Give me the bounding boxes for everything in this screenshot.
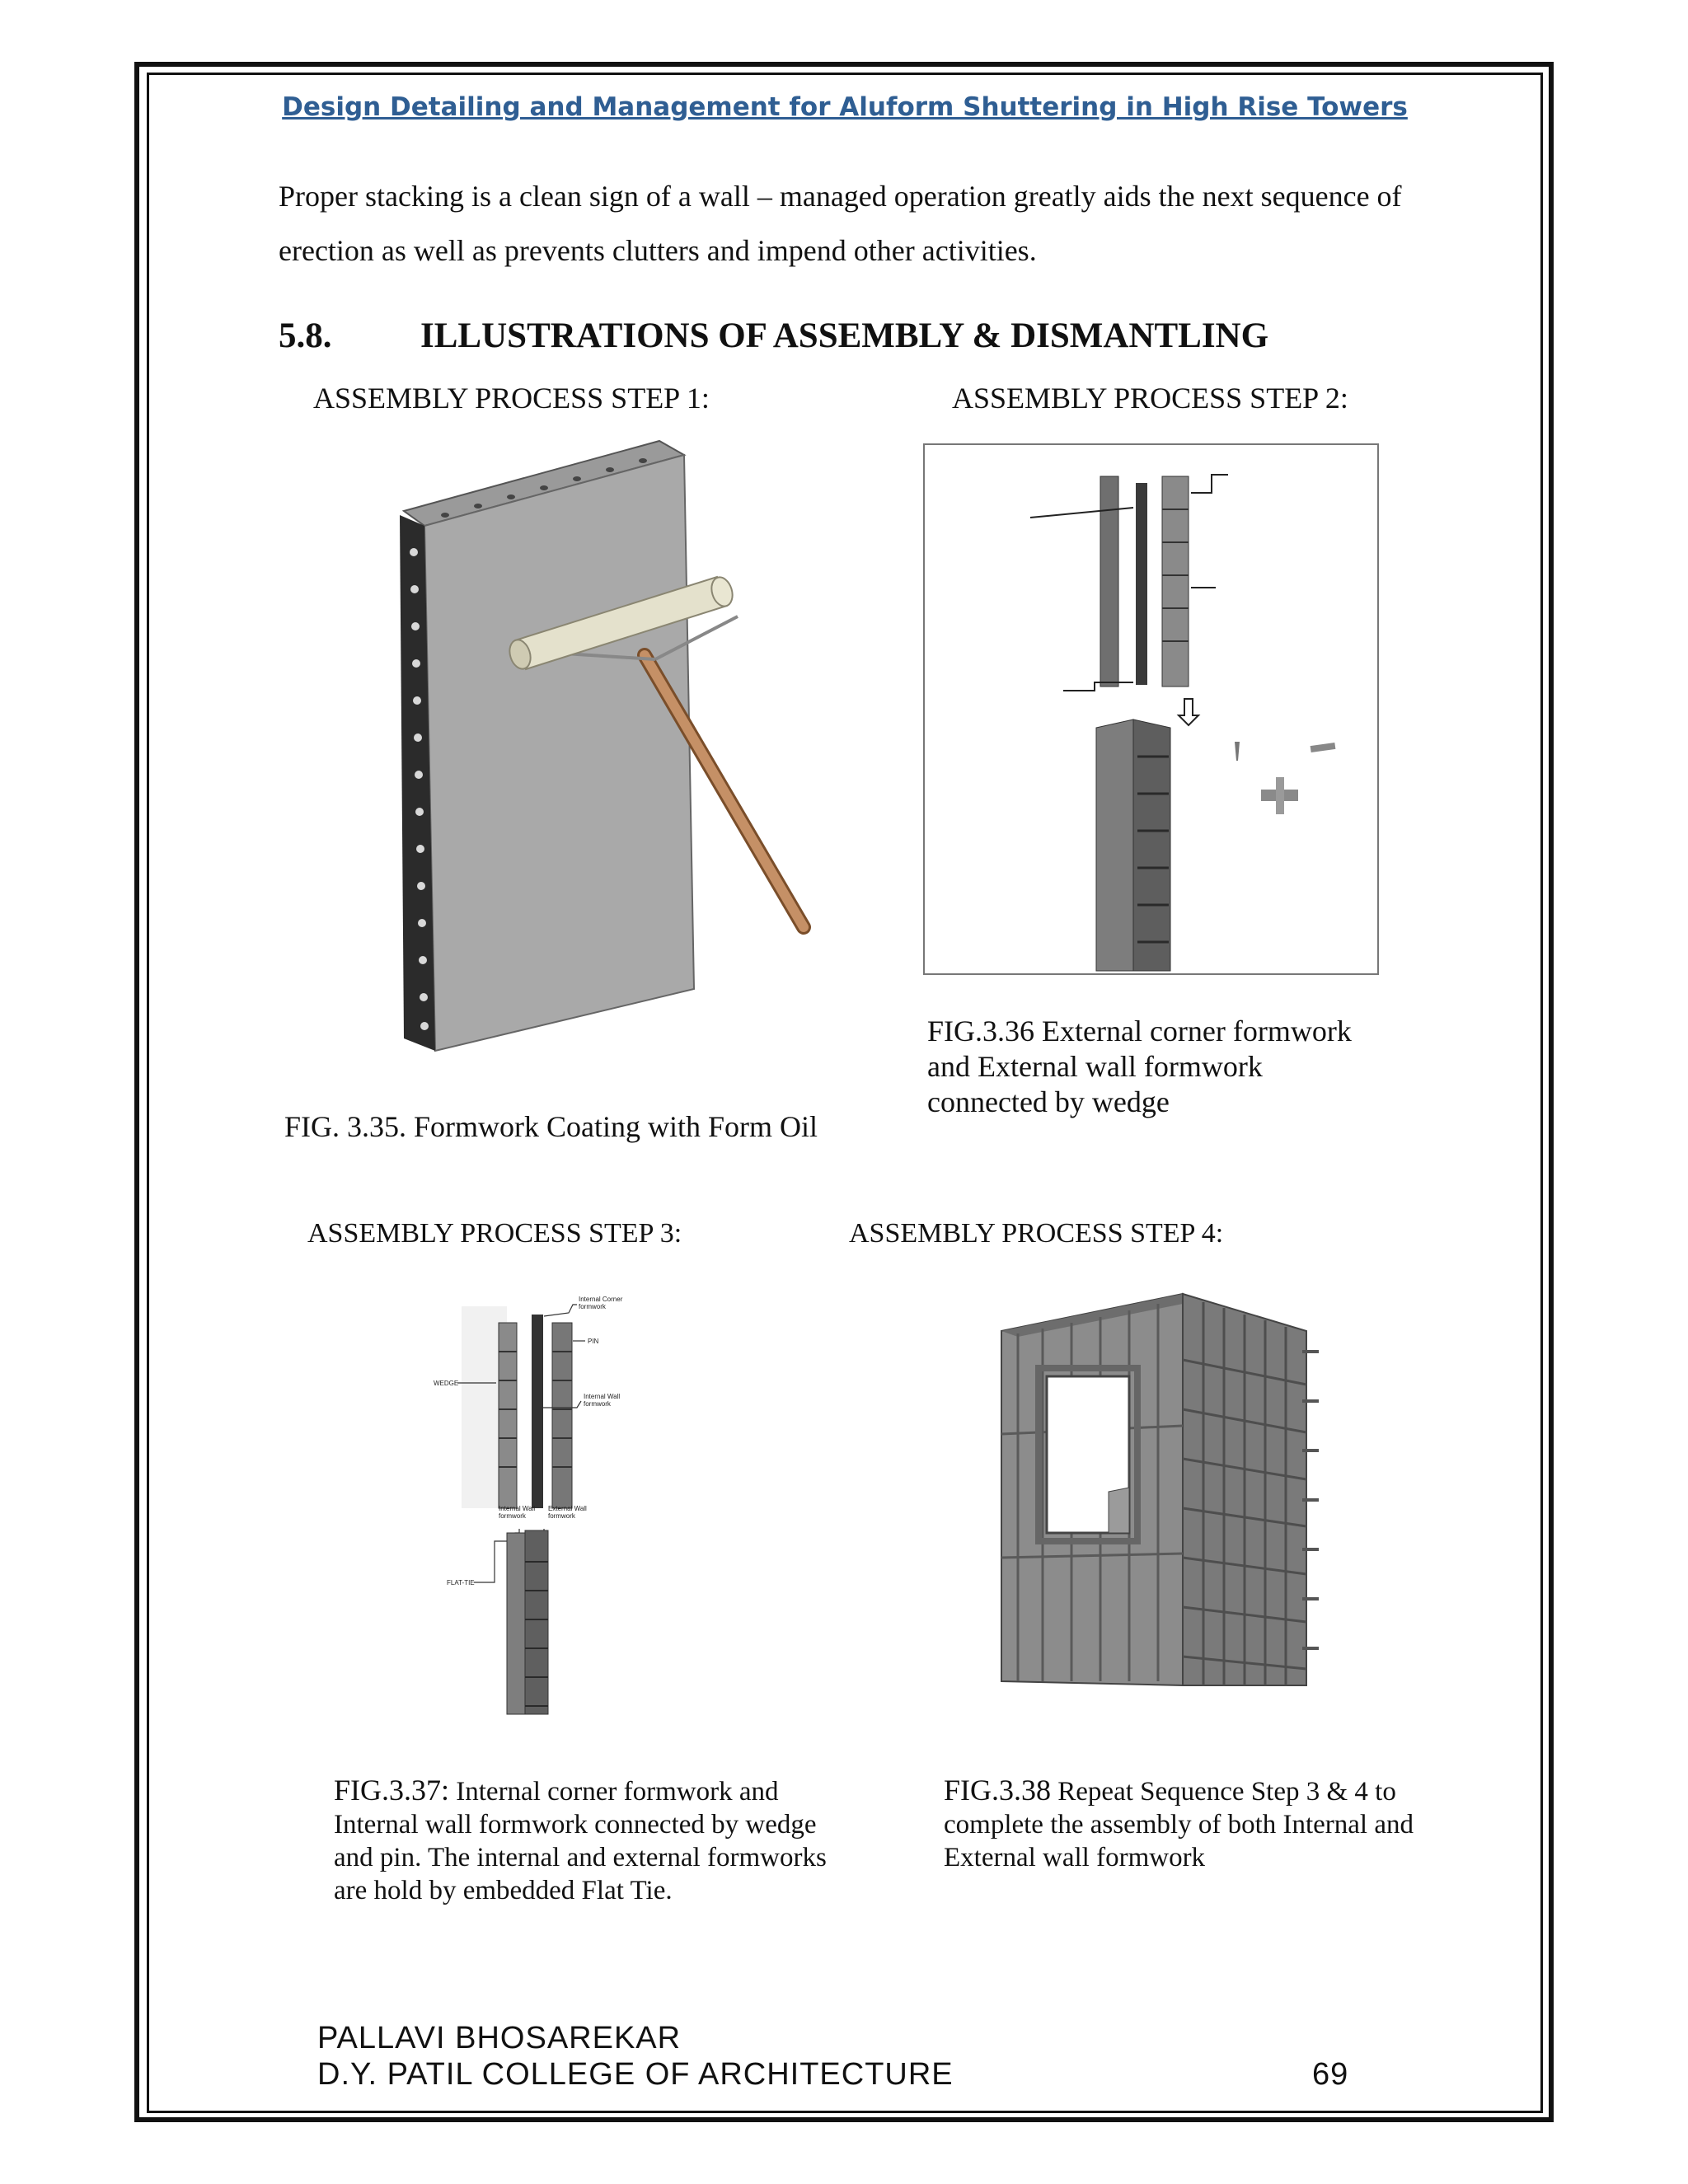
fig-3-38-text: Repeat Sequence Step 3 & 4 to complete the assembly of both Internal and External wall formwork: [944, 1777, 1414, 1872]
assembled-wall-illustration: [993, 1286, 1323, 1698]
step1-label: ASSEMBLY PROCESS STEP 1:: [313, 382, 710, 415]
fig-3-36-caption: FIG.3.36 External corner formwork and External wall formwork connected by wedge: [927, 1015, 1352, 1118]
label-pin: PIN: [588, 1338, 599, 1345]
label-internal-wall-1: Internal Wall: [584, 1393, 621, 1400]
footer-college: D.Y. PATIL COLLEGE OF ARCHITECTURE: [317, 2057, 954, 2092]
section-heading: [279, 316, 1268, 356]
section-number: 5.8.: [279, 316, 332, 355]
label-internal-corner-1: Internal Corner: [579, 1296, 623, 1303]
external-corner-illustration: [923, 443, 1379, 975]
label-external-wall-lower-2: formwork: [548, 1512, 575, 1520]
step3-label: ASSEMBLY PROCESS STEP 3:: [307, 1218, 682, 1249]
running-header: Design Detailing and Management for Aluform Shuttering in High Rise Towers: [282, 92, 1408, 122]
label-flat-tie: FLAT-TIE: [447, 1579, 475, 1586]
label-internal-wall-lower-1: Internal Wall: [499, 1505, 536, 1512]
step4-label: ASSEMBLY PROCESS STEP 4:: [849, 1218, 1224, 1249]
label-external-wall-lower-1: External Wall: [548, 1505, 587, 1512]
fig-3-38-caption: [944, 1774, 1438, 1874]
label-wedge: WEDGE: [434, 1380, 459, 1387]
footer-author: PALLAVI BHOSAREKAR: [317, 2021, 682, 2055]
label-internal-corner-2: formwork: [579, 1303, 606, 1310]
intro-paragraph: Proper stacking is a clean sign of a wall – managed operation greatly aids the next sequence of erection as well as prevents clutters and impend other activities.: [279, 180, 1402, 267]
internal-corner-illustration: [434, 1290, 676, 1718]
fig-3-37-text: Internal corner formwork and Internal wall formwork connected by wedge and pin. The internal and external formworks are hold by embedded Flat Tie.: [334, 1777, 827, 1905]
fig-3-37-number: FIG.3.37:: [334, 1774, 450, 1807]
fig-3-35-caption: FIG. 3.35. Formwork Coating with Form Oil: [284, 1110, 818, 1143]
formwork-oil-illustration: [387, 437, 832, 1063]
fig-3-38-number: FIG.3.38: [944, 1774, 1052, 1807]
label-internal-wall-2: formwork: [584, 1400, 611, 1408]
fig-3-37-caption: [334, 1774, 845, 1907]
page-number: 69: [1312, 2057, 1349, 2092]
label-internal-wall-lower-2: formwork: [499, 1512, 526, 1520]
section-title: ILLUSTRATIONS OF ASSEMBLY & DISMANTLING: [420, 316, 1269, 355]
step2-label: ASSEMBLY PROCESS STEP 2:: [952, 382, 1348, 415]
